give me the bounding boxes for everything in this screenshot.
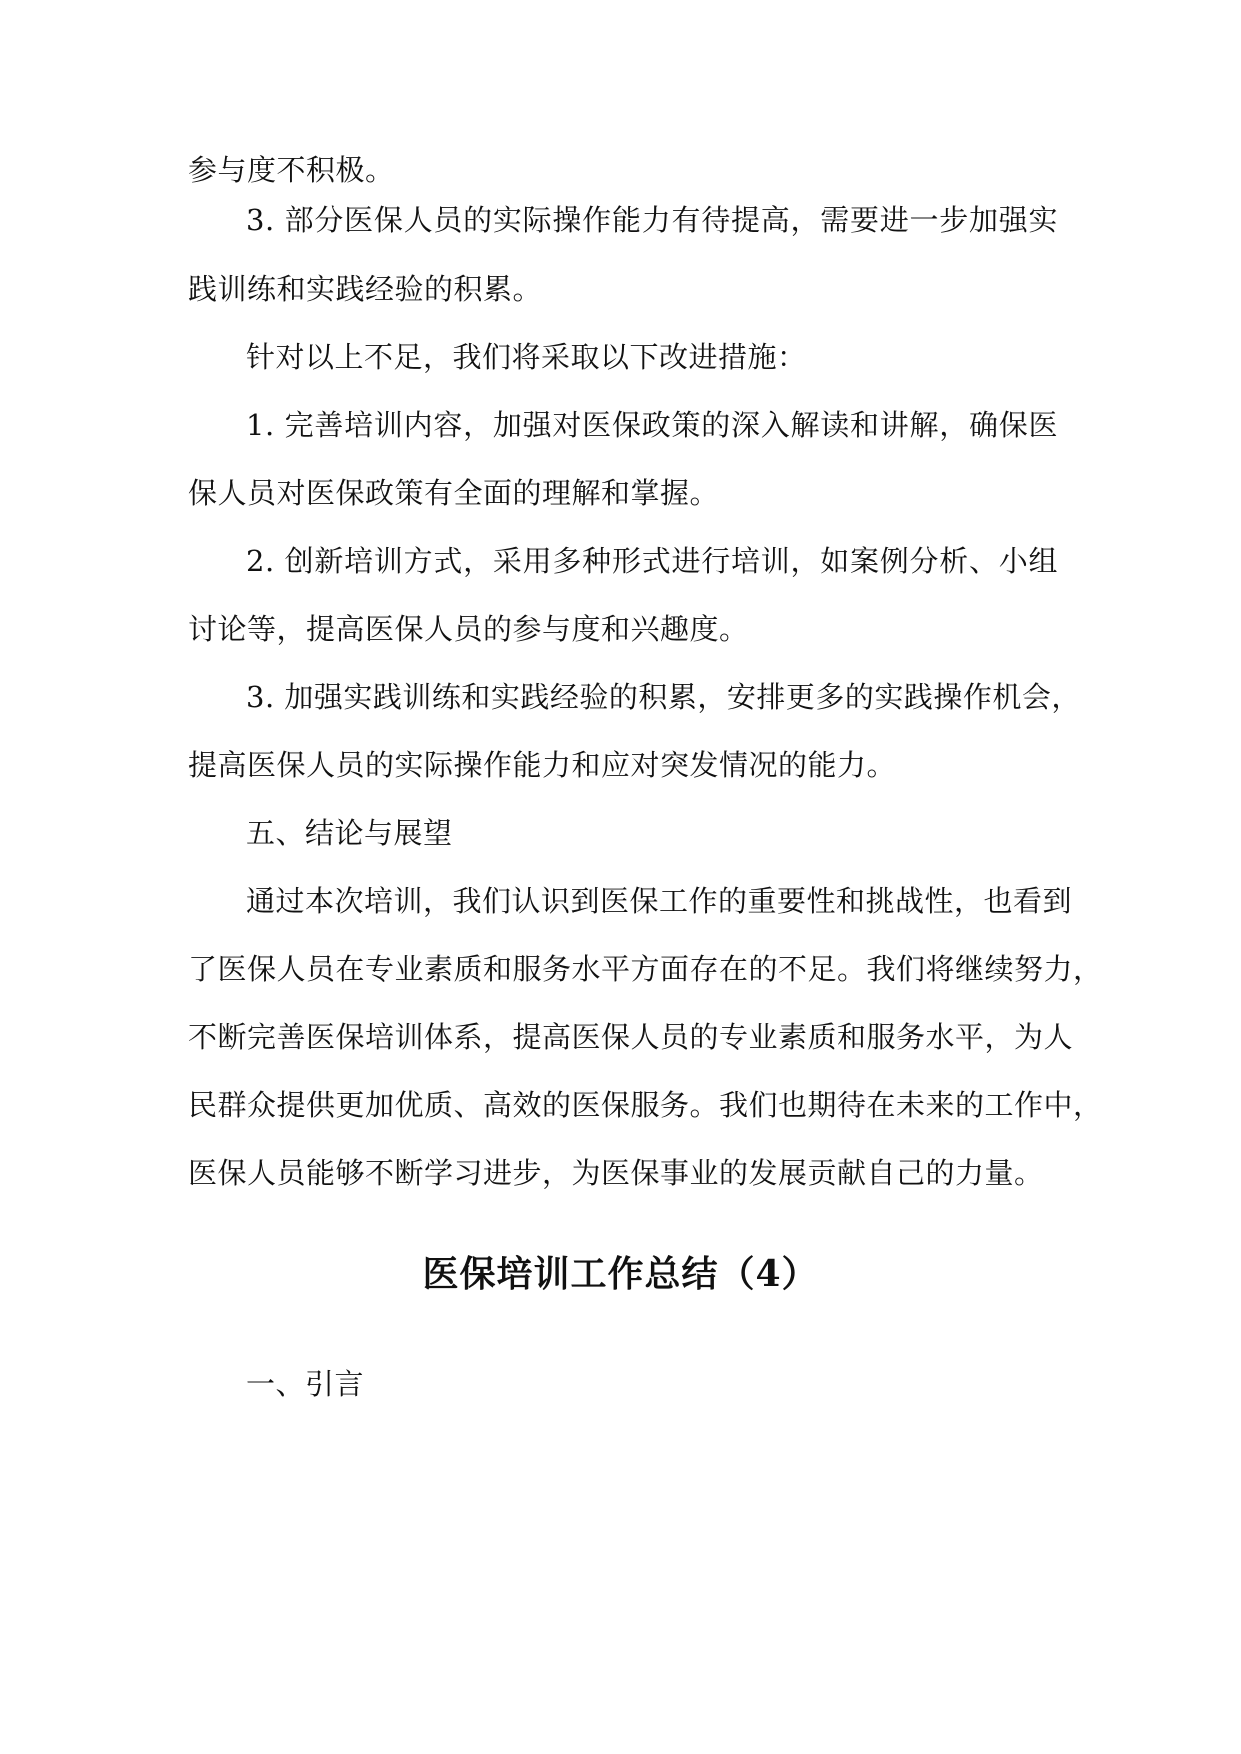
paragraph-line: 不断完善医保培训体系，提高医保人员的专业素质和服务水平，为人 bbox=[188, 1020, 1074, 1054]
paragraph-line: 提高医保人员的实际操作能力和应对突发情况的能力。 bbox=[188, 748, 897, 782]
document-title: 医保培训工作总结（4） bbox=[422, 1253, 819, 1295]
paragraph-line: 针对以上不足，我们将采取以下改进措施： bbox=[246, 340, 807, 374]
paragraph-line: 了医保人员在专业素质和服务水平方面存在的不足。我们将继续努力， bbox=[188, 952, 1103, 986]
paragraph-line: 践训练和实践经验的积累。 bbox=[188, 272, 543, 306]
paragraph-line: 参与度不积极。 bbox=[188, 153, 395, 187]
paragraph-line: 1. 完善培训内容，加强对医保政策的深入解读和讲解，确保医 bbox=[246, 408, 1058, 442]
section-heading-conclusion: 五、结论与展望 bbox=[246, 816, 453, 850]
paragraph-line: 2. 创新培训方式，采用多种形式进行培训，如案例分析、小组 bbox=[246, 544, 1058, 578]
paragraph-line: 讨论等，提高医保人员的参与度和兴趣度。 bbox=[188, 612, 749, 646]
paragraph-line: 保人员对医保政策有全面的理解和掌握。 bbox=[188, 476, 720, 510]
paragraph-line: 医保人员能够不断学习进步，为医保事业的发展贡献自己的力量。 bbox=[188, 1156, 1044, 1190]
paragraph-line: 民群众提供更加优质、高效的医保服务。我们也期待在未来的工作中， bbox=[188, 1088, 1103, 1122]
section-heading-introduction: 一、引言 bbox=[246, 1367, 365, 1401]
paragraph-line: 3. 加强实践训练和实践经验的积累，安排更多的实践操作机会， bbox=[246, 680, 1081, 714]
paragraph-line: 通过本次培训，我们认识到医保工作的重要性和挑战性，也看到 bbox=[246, 884, 1073, 918]
paragraph-line: 3. 部分医保人员的实际操作能力有待提高，需要进一步加强实 bbox=[246, 203, 1058, 237]
